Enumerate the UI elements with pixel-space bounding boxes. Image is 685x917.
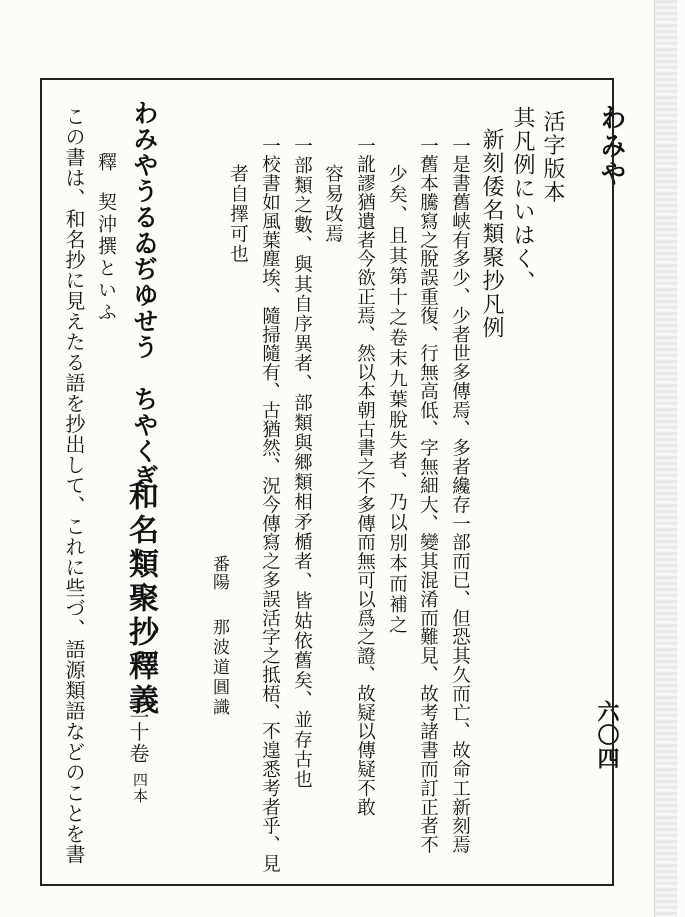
author-label: 釋 xyxy=(95,152,117,173)
text-column: 活字版本 xyxy=(540,110,565,204)
entry-kanji-title: 和名類聚抄釋義 xyxy=(123,480,158,718)
scan-edge xyxy=(654,0,677,917)
running-title: わみや xyxy=(596,104,626,188)
text-column: 少矣、且其第十之卷末九葉脫失者、乃以別本而補之 xyxy=(386,164,408,636)
text-column: 一訛謬猶遺者今欲正焉、然以本朝古書之不多傳而無可以爲之證、故疑以傳疑不敢 xyxy=(354,136,376,817)
text-column: 其凡例にいはく、 xyxy=(510,106,535,294)
text-column: 一舊本騰寫之脫誤重復、行無高低、字無細大、變其混淆而難見、故考諸書而訂正者不 xyxy=(417,136,439,855)
text-column: 一是書舊峡有多少、少者世多傳焉、多者纔存一部而已、但恐其久而亡、故命工新刻焉 xyxy=(449,136,471,855)
text-column: 者自擇可也 xyxy=(227,164,249,264)
text-column: 容易改焉 xyxy=(322,164,344,244)
author-name: 契沖撰といふ xyxy=(95,192,117,324)
page-number: 六〇四 xyxy=(594,700,620,771)
entry-kana-heading: わみやうるゐぢゆせう ちやくぎ xyxy=(130,100,159,490)
entry-body: この書は、和名抄に見えたる語を抄出して、これに些づ、語源類語などのことを書 xyxy=(62,106,86,865)
text-column: 一部類之數、與其自序異者、部類與郷類相矛楯者、皆姑依舊矣、並存古也 xyxy=(291,136,313,790)
entry-books: 四本 xyxy=(131,772,149,804)
signature-name: 那波道圓識 xyxy=(209,618,229,718)
text-column: 一校書如風葉塵埃、隨掃隨有、古猶然、況今傳寫之多誤活字之抵梧、不遑悉考者乎、見 xyxy=(259,136,281,874)
signature-place: 番陽 xyxy=(209,555,229,591)
entry-volumes: 二十卷 xyxy=(126,700,150,765)
text-column: 新刻倭名類聚抄凡例 xyxy=(479,128,504,340)
